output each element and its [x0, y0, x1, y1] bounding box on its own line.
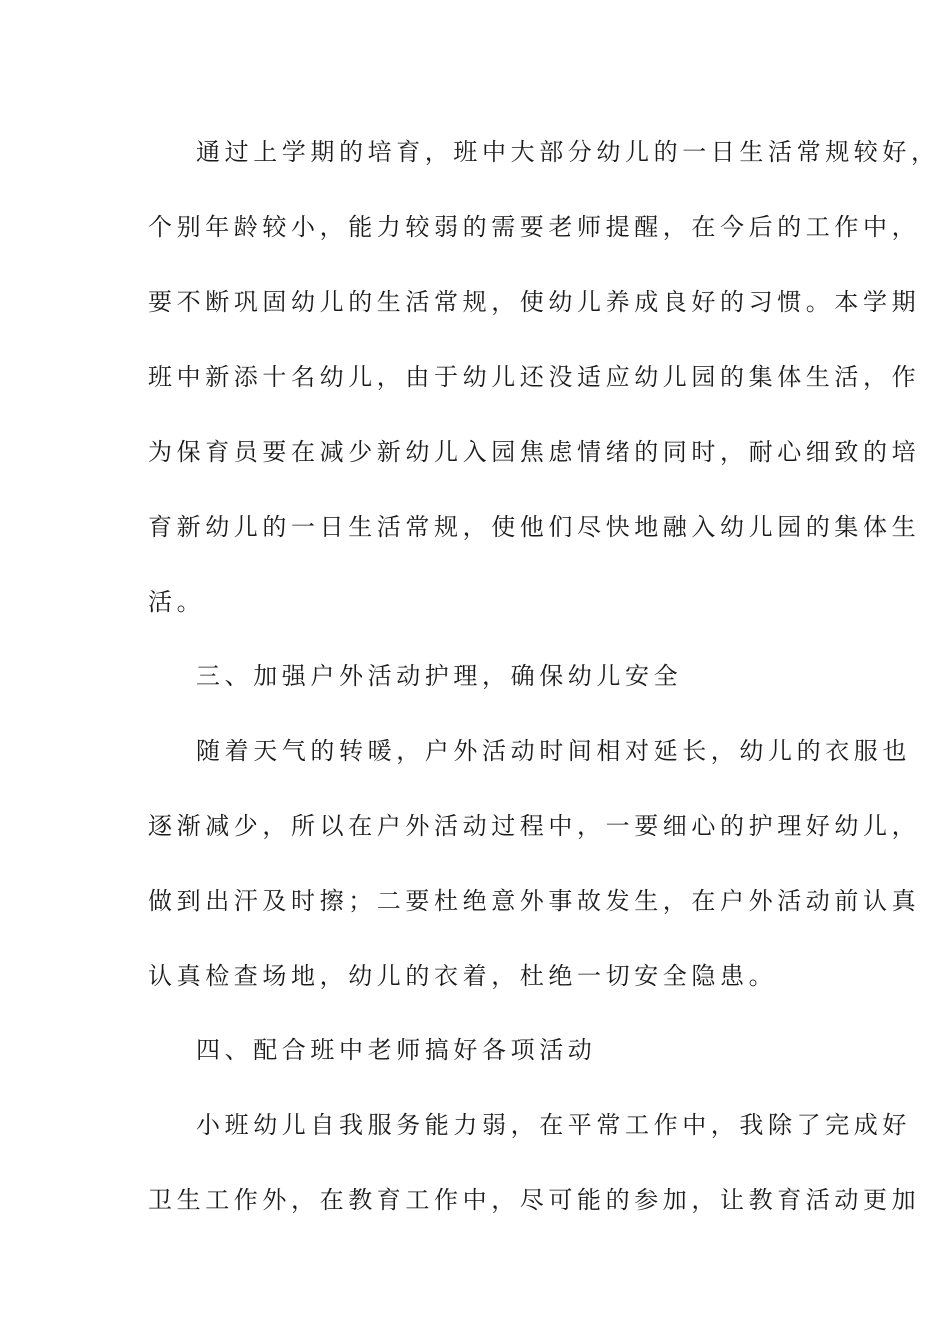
paragraph-2-line-1: 随着天气的转暖，户外活动时间相对延长，幼儿的衣服也 [196, 737, 911, 765]
section-heading-3: 三、加强户外活动护理，确保幼儿安全 [196, 662, 683, 690]
paragraph-1-line-4: 班中新添十名幼儿，由于幼儿还没适应幼儿园的集体生活，作 [148, 363, 921, 391]
paragraph-1-line-7: 活。 [148, 588, 206, 616]
paragraph-1-line-3: 要不断巩固幼儿的生活常规，使幼儿养成良好的习惯。本学期 [148, 288, 921, 316]
section-heading-4: 四、配合班中老师搞好各项活动 [196, 1036, 597, 1064]
paragraph-1-line-6: 育新幼儿的一日生活常规，使他们尽快地融入幼儿园的集体生 [148, 513, 921, 541]
paragraph-1-line-2: 个别年龄较小，能力较弱的需要老师提醒，在今后的工作中， [148, 213, 921, 241]
paragraph-1-line-5: 为保育员要在减少新幼儿入园焦虑情绪的同时，耐心细致的培 [148, 438, 921, 466]
paragraph-2-line-3: 做到出汗及时擦；二要杜绝意外事故发生，在户外活动前认真 [148, 887, 921, 915]
paragraph-3-line-1: 小班幼儿自我服务能力弱，在平常工作中，我除了完成好 [196, 1111, 911, 1139]
paragraph-3-line-2: 卫生工作外，在教育工作中，尽可能的参加，让教育活动更加 [148, 1186, 921, 1214]
paragraph-2-line-4: 认真检查场地，幼儿的衣着，杜绝一切安全隐患。 [148, 962, 778, 990]
paragraph-2-line-2: 逐渐减少，所以在户外活动过程中，一要细心的护理好幼儿， [148, 812, 921, 840]
paragraph-1-line-1: 通过上学期的培育，班中大部分幼儿的一日生活常规较好， [196, 138, 940, 166]
